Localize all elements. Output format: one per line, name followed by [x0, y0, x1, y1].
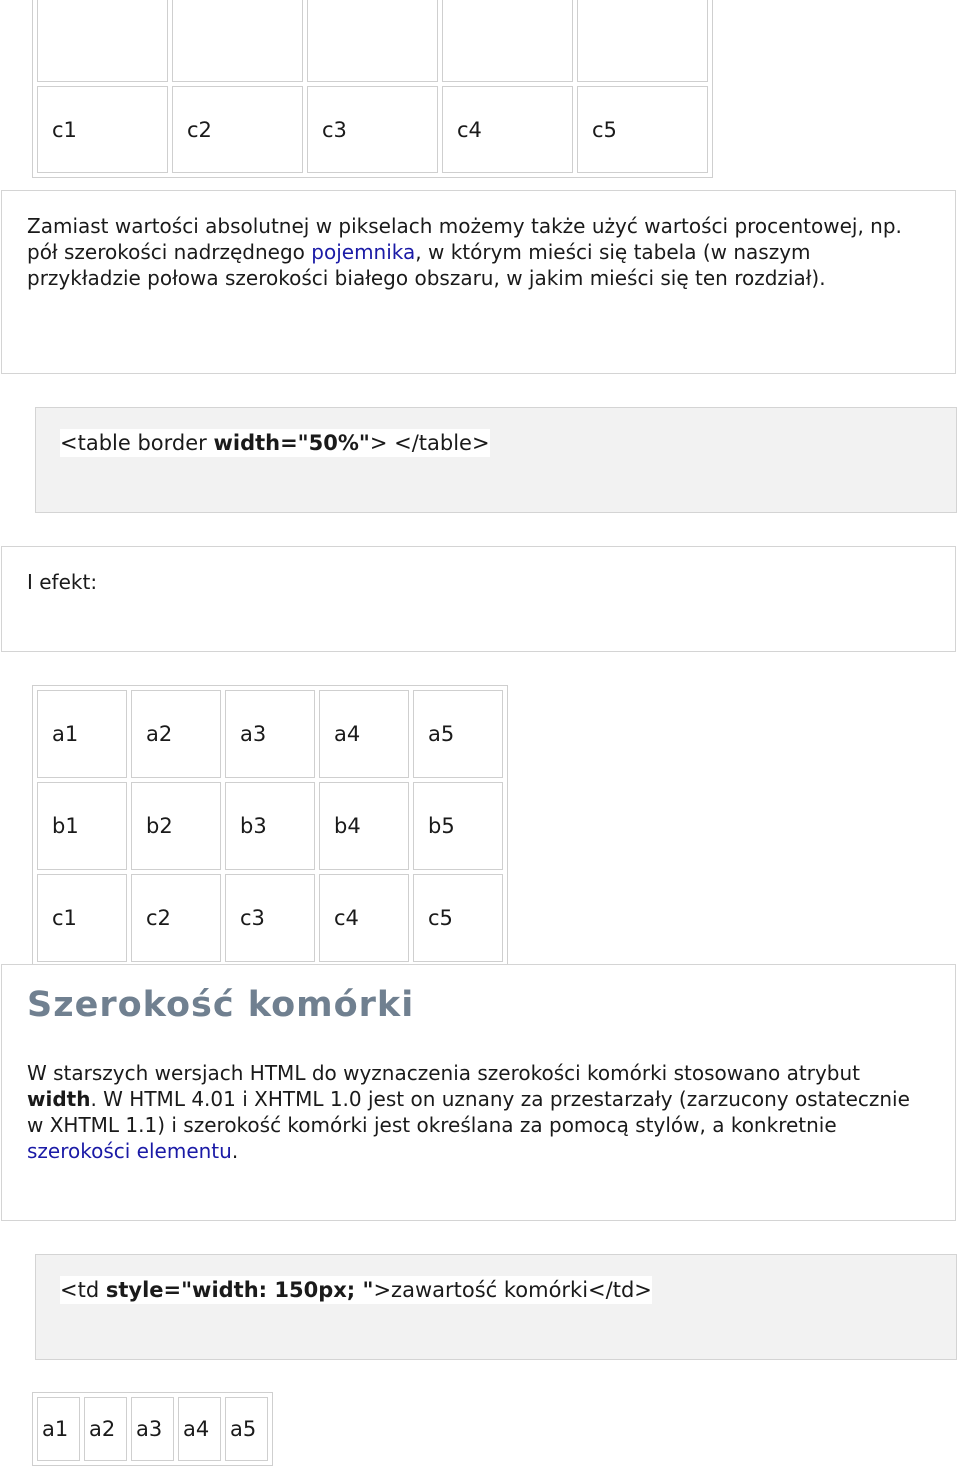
- paragraph-cell-width: [27, 1060, 927, 1164]
- table-row: [37, 874, 503, 962]
- table-row: [37, 0, 708, 82]
- table-cell: a5: [413, 690, 503, 778]
- code-text: <table border: [60, 431, 214, 455]
- table-cell: a4: [319, 690, 409, 778]
- table-cell: b5: [413, 782, 503, 870]
- code-line: [60, 1276, 652, 1304]
- table-cell: [307, 0, 438, 82]
- container-link[interactable]: pojemnika: [311, 240, 416, 264]
- paragraph-percent-width: [27, 213, 927, 291]
- table-row: [37, 1397, 268, 1461]
- paragraph-text: , w którym mieści się tabela (w naszym przykładzie połowa szerokości białego obszaru, w jakim mieści się ten rozdział).: [27, 240, 826, 290]
- table-cell: b1: [37, 782, 127, 870]
- effect-label: I efekt:: [27, 570, 98, 594]
- table-cell: c4: [442, 86, 573, 173]
- table-cell: [37, 0, 168, 82]
- table-cell: [172, 0, 303, 82]
- paragraph-text: W starszych wersjach HTML do wyznaczenia szerokości komórki stosowano atrybut: [27, 1061, 860, 1085]
- element-width-link[interactable]: szerokości elementu: [27, 1139, 232, 1163]
- paragraph-text: Zamiast wartości absolutnej w pikselach możemy także użyć wartości procentowej, np. pół szerokości nadrzędnego: [27, 214, 902, 264]
- section-heading: Szerokość komórki: [27, 985, 415, 1025]
- table-cell: c2: [131, 874, 221, 962]
- code-example-box: [35, 1254, 957, 1360]
- example-table-fixed-width: [32, 0, 713, 178]
- text-block: [1, 190, 956, 374]
- code-attribute: style="width: 150px; ": [105, 1278, 374, 1302]
- table-cell: c1: [37, 874, 127, 962]
- table-cell: a3: [131, 1397, 174, 1461]
- table-cell: b3: [225, 782, 315, 870]
- code-text: >zawartość komórki</td>: [373, 1278, 652, 1302]
- table-cell: c5: [577, 86, 708, 173]
- table-cell: c2: [172, 86, 303, 173]
- table-row: [37, 86, 708, 173]
- table-row: [37, 690, 503, 778]
- code-text: <td: [60, 1278, 106, 1302]
- table-cell: a1: [37, 690, 127, 778]
- code-example-box: [35, 407, 957, 513]
- table-cell: a3: [225, 690, 315, 778]
- table-row: [37, 782, 503, 870]
- code-line: [60, 429, 490, 457]
- table-cell: c5: [413, 874, 503, 962]
- table-cell: c3: [225, 874, 315, 962]
- table-cell: a2: [84, 1397, 127, 1461]
- table-cell: a5: [225, 1397, 268, 1461]
- table-cell: [442, 0, 573, 82]
- table-cell: c3: [307, 86, 438, 173]
- code-attribute: width="50%": [213, 431, 370, 455]
- paragraph-text: .: [231, 1139, 239, 1163]
- table-cell: c4: [319, 874, 409, 962]
- example-table-percent-width: [32, 685, 508, 967]
- table-cell: b2: [131, 782, 221, 870]
- table-cell: c1: [37, 86, 168, 173]
- table-cell: a2: [131, 690, 221, 778]
- attribute-name: width: [27, 1087, 91, 1111]
- example-table-cell-width: [32, 1392, 273, 1466]
- table-cell: a1: [37, 1397, 80, 1461]
- section-block: [1, 964, 956, 1221]
- paragraph-text: . W HTML 4.01 i XHTML 1.0 jest on uznany za przestarzały (zarzucony ostatecznie w XHTML 1.1) i szerokość komórki jest określana za pomocą stylów, a konkretnie: [27, 1087, 910, 1137]
- code-text: > </table>: [369, 431, 490, 455]
- table-cell: b4: [319, 782, 409, 870]
- table-cell: a4: [178, 1397, 221, 1461]
- effect-block: [1, 546, 956, 652]
- table-cell: [577, 0, 708, 82]
